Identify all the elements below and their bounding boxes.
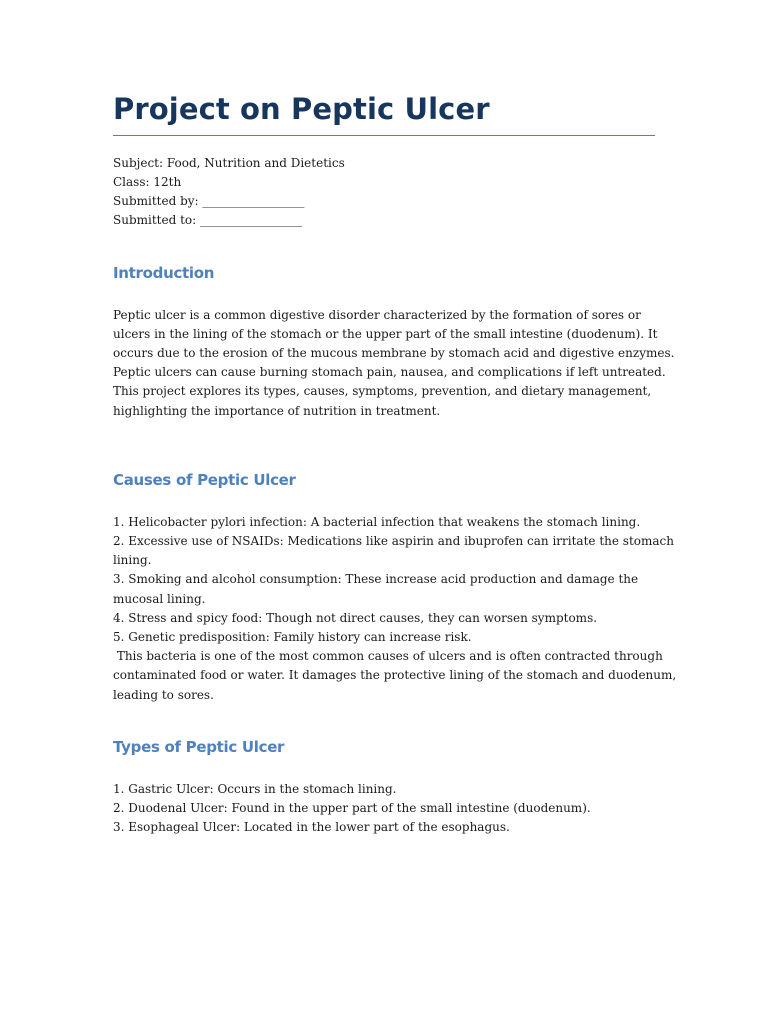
paragraph-line: Peptic ulcers can cause burning stomach pain, nausea, and complications if left untreated.	[113, 365, 666, 380]
paragraph-line: ulcers in the lining of the stomach or the upper part of the small intestine (duodenum). It	[113, 326, 658, 341]
meta-class: Class: 12th	[113, 175, 182, 189]
list-item: 4. Stress and spicy food: Though not direct causes, they can worsen symptoms.	[113, 610, 598, 625]
list-item: contaminated food or water. It damages the protective lining of the stomach and duodenum,	[113, 668, 677, 683]
types-heading: Types of Peptic Ulcer	[113, 737, 285, 756]
introduction-heading: Introduction	[113, 263, 215, 282]
list-item: 2. Duodenal Ulcer: Found in the upper part of the small intestine (duodenum).	[113, 801, 591, 816]
list-item: This bacteria is one of the most common causes of ulcers and is often contracted through	[113, 649, 663, 664]
list-item: 2. Excessive use of NSAIDs: Medications like aspirin and ibuprofen can irritate the stomach	[113, 534, 674, 549]
list-item: lining.	[113, 553, 152, 568]
introduction-paragraph	[113, 306, 675, 421]
causes-heading: Causes of Peptic Ulcer	[113, 470, 296, 489]
meta-submitted-by: Submitted by: _________________	[113, 194, 305, 209]
list-item: 5. Genetic predisposition: Family history can increase risk.	[113, 630, 472, 645]
document-title: Project on Peptic Ulcer	[113, 92, 490, 126]
list-item: 1. Gastric Ulcer: Occurs in the stomach lining.	[113, 781, 397, 796]
list-item: 3. Esophageal Ulcer: Located in the lower part of the esophagus.	[113, 820, 510, 835]
meta-submitted-to: Submitted to: _________________	[113, 213, 302, 228]
list-item: mucosal lining.	[113, 591, 206, 606]
project-meta	[113, 154, 655, 231]
list-item: 3. Smoking and alcohol consumption: These increase acid production and damage the	[113, 572, 639, 587]
paragraph-line: This project explores its types, causes, symptoms, prevention, and dietary management,	[113, 384, 652, 399]
paragraph-line: occurs due to the erosion of the mucous membrane by stomach acid and digestive enzymes.	[113, 346, 675, 361]
causes-list	[113, 513, 677, 705]
meta-subject: Subject: Food, Nutrition and Dietetics	[113, 155, 345, 170]
paragraph-line: Peptic ulcer is a common digestive disorder characterized by the formation of sores or	[113, 307, 641, 322]
types-list	[113, 780, 655, 838]
list-item: 1. Helicobacter pylori infection: A bacterial infection that weakens the stomach lining.	[113, 514, 641, 529]
paragraph-line: highlighting the importance of nutrition in treatment.	[113, 403, 441, 418]
document-page	[113, 92, 677, 837]
list-item: leading to sores.	[113, 687, 214, 702]
title-divider	[113, 135, 655, 136]
